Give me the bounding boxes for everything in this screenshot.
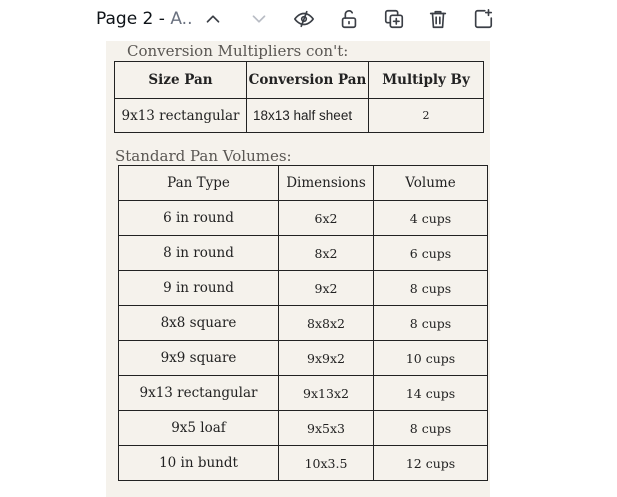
page-title[interactable] <box>96 9 192 29</box>
table-row <box>115 99 484 133</box>
page-toolbar <box>0 0 617 40</box>
table-row <box>119 271 488 306</box>
section-title-conversion: Conversion Multipliers con't: <box>127 42 349 60</box>
table-cell: 9x13x2 <box>279 376 374 411</box>
header-cell: Volume <box>374 166 488 201</box>
table-header-row <box>115 62 484 99</box>
table-header-row <box>119 166 488 201</box>
table-cell: 9x5x3 <box>279 411 374 446</box>
table-row <box>119 376 488 411</box>
table-row <box>119 411 488 446</box>
document-page[interactable] <box>106 41 490 497</box>
table-cell: 8 in round <box>119 236 279 271</box>
chevron-down-icon[interactable] <box>247 7 271 31</box>
page-name-label: A.. <box>170 9 193 29</box>
table-cell: 8 cups <box>374 306 488 341</box>
table-cell: 8 cups <box>374 411 488 446</box>
header-cell: Multiply By <box>369 62 484 99</box>
table-cell: 10 cups <box>374 341 488 376</box>
table-cell: 9x2 <box>279 271 374 306</box>
header-cell: Pan Type <box>119 166 279 201</box>
table-cell: 9x9 square <box>119 341 279 376</box>
page-number-label: Page 2 - <box>96 9 165 29</box>
table-cell: 6x2 <box>279 201 374 236</box>
chevron-up-icon[interactable] <box>201 7 225 31</box>
table-cell: 8x8x2 <box>279 306 374 341</box>
table-cell: 9 in round <box>119 271 279 306</box>
section-title-volumes: Standard Pan Volumes: <box>115 147 292 165</box>
table-cell: 8x2 <box>279 236 374 271</box>
table-row <box>119 341 488 376</box>
table-row <box>119 236 488 271</box>
table-row <box>119 446 488 481</box>
table-cell: 8x8 square <box>119 306 279 341</box>
table-cell: 8 cups <box>374 271 488 306</box>
table-cell: 9x9x2 <box>279 341 374 376</box>
table-cell: 10 in bundt <box>119 446 279 481</box>
table-cell: 9x13 rectangular <box>119 376 279 411</box>
table-cell: 4 cups <box>374 201 488 236</box>
table-cell: 6 cups <box>374 236 488 271</box>
trash-icon[interactable] <box>426 7 450 31</box>
table-row <box>119 306 488 341</box>
header-cell: Dimensions <box>279 166 374 201</box>
eye-hidden-icon[interactable] <box>292 7 316 31</box>
header-cell: Conversion Pan <box>247 62 369 99</box>
table-cell: 9x5 loaf <box>119 411 279 446</box>
table-row <box>119 201 488 236</box>
table-cell: 6 in round <box>119 201 279 236</box>
lock-open-icon[interactable] <box>337 7 361 31</box>
table-cell: 10x3.5 <box>279 446 374 481</box>
table-cell: 18x13 half sheet <box>247 99 369 133</box>
table-cell: 2 <box>369 99 484 133</box>
table-cell: 12 cups <box>374 446 488 481</box>
header-cell: Size Pan <box>115 62 247 99</box>
add-page-icon[interactable] <box>471 7 495 31</box>
pan-volumes-table <box>118 165 488 481</box>
duplicate-icon[interactable] <box>382 7 406 31</box>
table-cell: 14 cups <box>374 376 488 411</box>
conversion-table <box>114 61 484 133</box>
table-cell: 9x13 rectangular <box>115 99 247 133</box>
